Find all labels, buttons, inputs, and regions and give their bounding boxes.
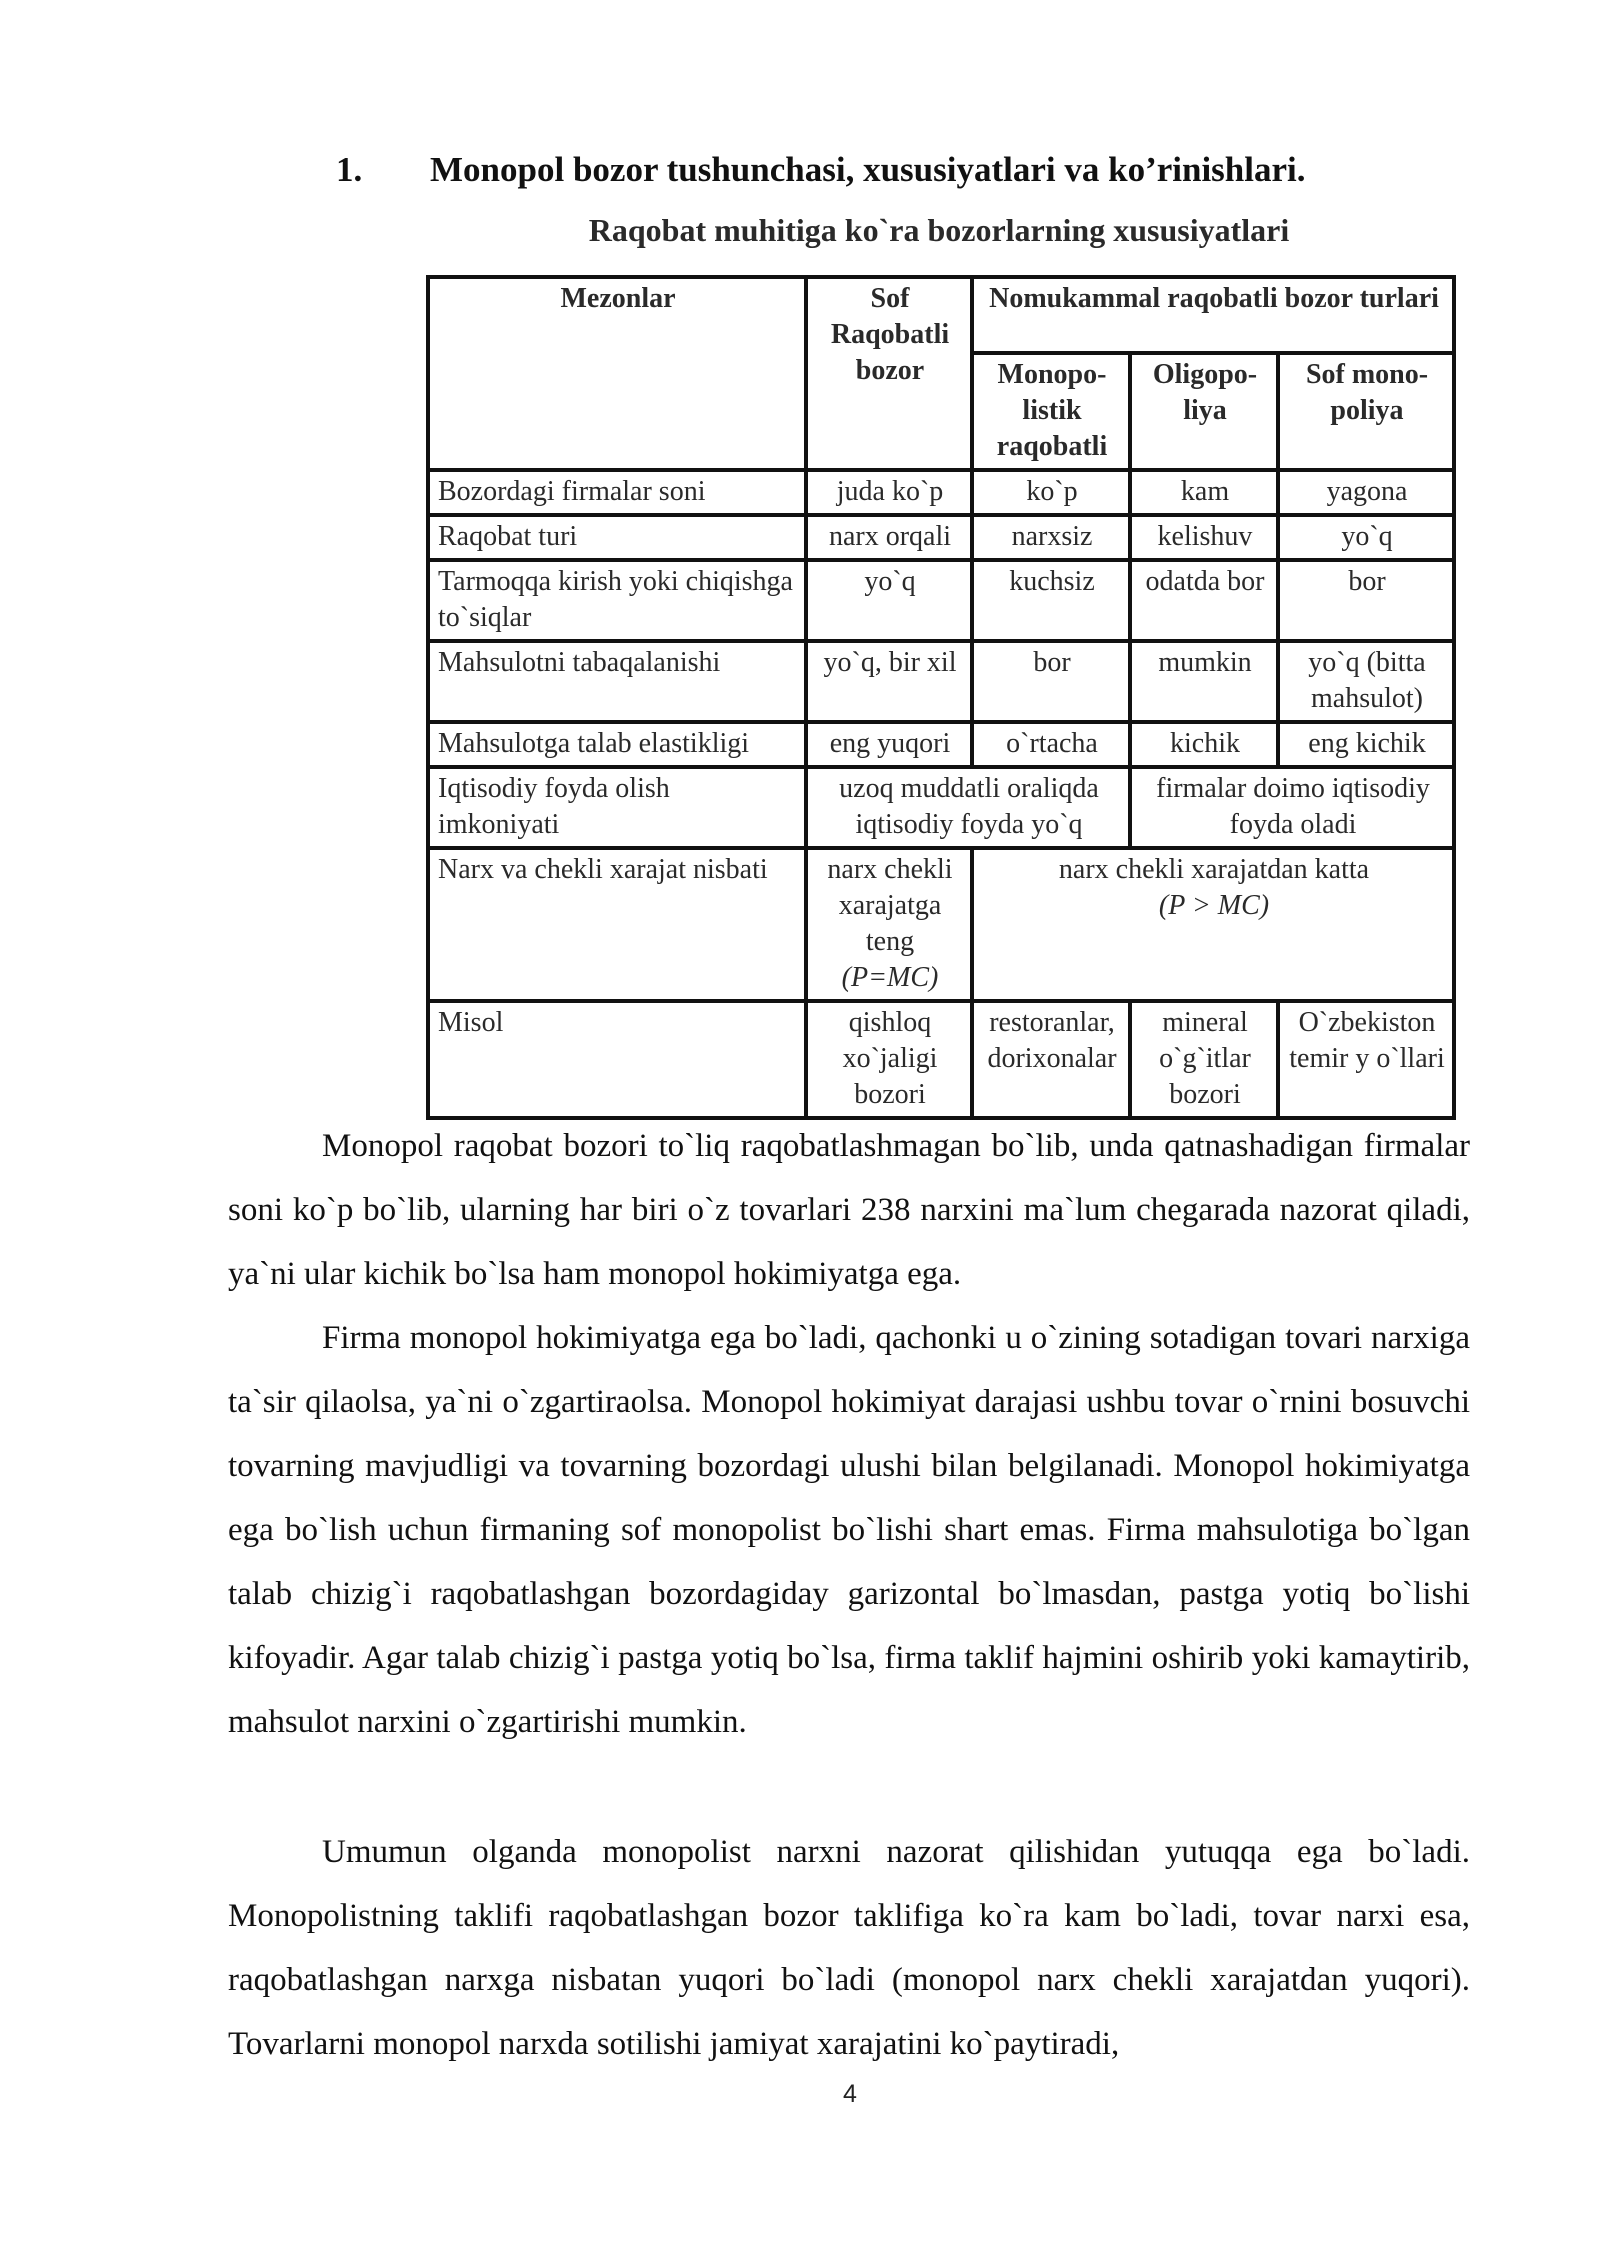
table-row-price [428, 848, 1454, 1001]
cell-oligopoly: kichik [1130, 722, 1278, 767]
section-heading [336, 150, 1306, 190]
cell-pure: eng yuqori [806, 722, 972, 767]
cell-oligopoly: odatda bor [1130, 560, 1278, 641]
cell-monopoly: bor [1278, 560, 1454, 641]
cell-monopolistic: narxsiz [972, 515, 1130, 560]
header-imperfect-competition: Nomukammal raqobatli bozor turlari [972, 277, 1454, 353]
cell-monopolistic: o`rtacha [972, 722, 1130, 767]
row-criterion: Misol [428, 1001, 806, 1118]
price-pure-text: narx chekli xarajatga teng [827, 854, 953, 957]
section-title: Monopol bozor tushunchasi, xususiyatlari va ko’rinishlari. [430, 150, 1306, 189]
market-comparison-table [426, 275, 1456, 1120]
cell-price-pure [806, 848, 972, 1001]
header-criteria: Mezonlar [428, 277, 806, 470]
cell-profit-pure-monopolistic: uzoq muddatli oraliqda iqtisodiy foyda yo`q [806, 767, 1130, 848]
paragraph-1 [228, 1114, 1470, 1306]
table-row [428, 560, 1454, 641]
price-rest-formula: (P > MC) [1158, 890, 1270, 921]
row-criterion: Iqtisodiy foyda olish imkoniyati [428, 767, 806, 848]
row-criterion: Bozordagi firmalar soni [428, 470, 806, 515]
paragraph-text: Umumun olganda monopolist narxni nazorat qilishidan yutuqqa ega bo`ladi. Monopolistning taklifi raqobatlashgan bozor taklifiga ko`ra kam bo`ladi, tovar narxi esa, raqobatlashgan narxga nisbatan yuqori bo`ladi (monopol narx chekli xarajatdan yuqori). Tovarlarni monopol narxda sotilishi jamiyat xarajatini ko`paytiradi, [228, 1834, 1470, 2062]
cell-example-monopoly: O`zbekiston temir y o`llari [1278, 1001, 1454, 1118]
cell-monopolistic: bor [972, 641, 1130, 722]
header-monopolistic: Monopo-listik raqobatli [972, 353, 1130, 470]
row-criterion: Raqobat turi [428, 515, 806, 560]
cell-oligopoly: mumkin [1130, 641, 1278, 722]
paragraph-2 [228, 1306, 1470, 1754]
row-criterion: Tarmoqqa kirish yoki chiqishga to`siqlar [428, 560, 806, 641]
page-number: 4 [843, 2080, 857, 2108]
cell-monopoly: yo`q [1278, 515, 1454, 560]
cell-monopolistic: kuchsiz [972, 560, 1130, 641]
table-row [428, 515, 1454, 560]
table-row [428, 470, 1454, 515]
row-criterion: Mahsulotga talab elastikligi [428, 722, 806, 767]
cell-oligopoly: kelishuv [1130, 515, 1278, 560]
cell-example-oligopoly: mineral o`g`itlar bozori [1130, 1001, 1278, 1118]
cell-monopoly: yagona [1278, 470, 1454, 515]
cell-example-pure: qishloq xo`jaligi bozori [806, 1001, 972, 1118]
price-pure-formula: (P=MC) [841, 962, 939, 993]
cell-pure: yo`q [806, 560, 972, 641]
table-row [428, 722, 1454, 767]
cell-profit-oligopoly-monopoly: firmalar doimo iqtisodiy foyda oladi [1130, 767, 1454, 848]
cell-pure: yo`q, bir xil [806, 641, 972, 722]
table-row [428, 641, 1454, 722]
table-row-example [428, 1001, 1454, 1118]
cell-monopoly: eng kichik [1278, 722, 1454, 767]
row-criterion: Narx va chekli xarajat nisbati [428, 848, 806, 1001]
cell-example-monopolistic: restoranlar, dorixonalar [972, 1001, 1130, 1118]
table-header-row [428, 277, 1454, 353]
paragraph-text: Firma monopol hokimiyatga ega bo`ladi, qachonki u o`zining sotadigan tovari narxiga ta`sir qilaolsa, ya`ni o`zgartiraolsa. Monopol hokimiyat darajasi ushbu tovar o`rnini bosuvchi tovarning mavjudligi va tovarning bozordagi ulushi bilan belgilanadi. Monopol hokimiyatga ega bo`lish uchun firmaning sof monopolist bo`lishi shart emas. Firma mahsulotiga bo`lgan talab chizig`i raqobatlashgan bozordagiday garizontal bo`lmasdan, pastga yotiq bo`lishi kifoyadir. Agar talab chizig`i pastga yotiq bo`lsa, firma taklif hajmini oshirib yoki kamaytirib, mahsulot narxini o`zgartirishi mumkin. [228, 1320, 1470, 1740]
table-title: Raqobat muhitiga ko`ra bozorlarning xususiyatlari [588, 212, 1290, 248]
paragraph-3 [228, 1820, 1470, 2076]
cell-pure: juda ko`p [806, 470, 972, 515]
cell-monopolistic: ko`p [972, 470, 1130, 515]
cell-price-rest [972, 848, 1454, 1001]
cell-monopoly: yo`q (bitta mahsulot) [1278, 641, 1454, 722]
price-rest-text: narx chekli xarajatdan katta [1058, 854, 1370, 885]
cell-pure: narx orqali [806, 515, 972, 560]
section-number: 1. [336, 150, 363, 189]
header-pure-competition: Sof Raqobatli bozor [806, 277, 972, 470]
row-criterion: Mahsulotni tabaqalanishi [428, 641, 806, 722]
cell-oligopoly: kam [1130, 470, 1278, 515]
header-pure-monopoly: Sof mono-poliya [1278, 353, 1454, 470]
paragraph-text: Monopol raqobat bozori to`liq raqobatlashmagan bo`lib, unda qatnashadigan firmalar soni ko`p bo`lib, ularning har biri o`z tovarlari 238 narxini ma`lum chegarada nazorat qiladi, ya`ni ular kichik bo`lsa ham monopol hokimiyatga ega. [228, 1128, 1470, 1292]
table-row-profit [428, 767, 1454, 848]
header-oligopoly: Oligopo-liya [1130, 353, 1278, 470]
